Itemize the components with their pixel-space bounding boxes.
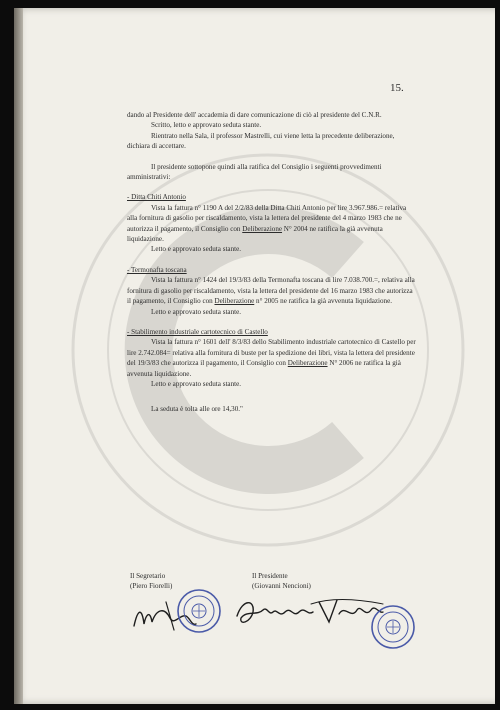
president-note: Il presidente sottopone quindi alla ratifica del Consiglio i seguenti provvedimenti amministrativi: [127,162,382,182]
president-block [252,571,311,592]
page-number: 15. [390,82,404,94]
section-approved-chiti: Letto e approvato seduta stante. [151,245,242,254]
secretary-name: (Piero Fiorelli) [130,582,173,591]
section-text-chiti: Vista la fattura n° 1190 A del 2/2/83 della Ditta Chiti Antonio per lire 3.967.986.= relativa alla fornitura di gasolio per riscaldamento, vista la lettera del presidente del 4 marzo 1983 che ne autorizza il pagamento, il Consiglio con Deliberazione N° 2004 ne ratifica la già avvenuta liquidazione. [127,203,407,244]
section-text-termonafta: Vista la fattura n° 1424 del 19/3/83 della Termonafta toscana di lire 7.038.700.=, relativa alla fornitura di gasolio per riscaldamento, vista la lettera del presidente del 16 marzo 1983 che autorizza il pagamento, il Consiglio con Deliberazione n° 2005 ne ratifica la già avvenuta liquidazione. [127,276,415,306]
intro-approved: Scritto, letto e approvato seduta stante. [151,121,262,130]
closing-line: La seduta è tolta alle ore 14,30." [151,405,243,414]
president-signature [233,592,393,632]
section-text-castello: Vista la fattura n° 1601 dell' 8/3/83 dello Stabilimento industriale cartotecnico di Castello per lire 2.742.084= relativa alla fornitura di buste per la spedizione dei libri, vista la lettera del presidente del 19/3/83 che autorizza il pagamento, il Consiglio con Deliberazione N° 2006 ne ratifica la già avvenuta liquidazione. [127,338,416,378]
section-title-termonafta: - Termonafta toscana [127,265,187,274]
president-seal [370,604,416,650]
section-approved-termonafta: Letto e approvato seduta stante. [151,307,242,316]
page-binding-shadow [14,8,23,704]
secretary-block [130,571,172,592]
section-approved-castello: Letto e approvato seduta stante. [151,379,242,388]
intro-mastrelli: Rientrato nella Sala, il professor Mastrelli, cui viene letta la precedente deliberazione, dichiara di accettare. [127,131,395,151]
president-role: Il Presidente [252,572,288,580]
section-title-chiti: - Ditta Chiti Antonio [127,193,186,202]
intro-paragraph: dando al Presidente dell' accademia di dare comunicazione di ciò al presidente del C.N.R. [127,111,382,119]
president-name: (Giovanni Nencioni) [252,582,311,591]
section-title-castello: - Stabilimento industriale cartotecnico di Castello [127,327,268,336]
document-body [127,110,417,415]
secretary-role: Il Segretario [130,572,166,580]
secretary-seal [176,588,222,634]
